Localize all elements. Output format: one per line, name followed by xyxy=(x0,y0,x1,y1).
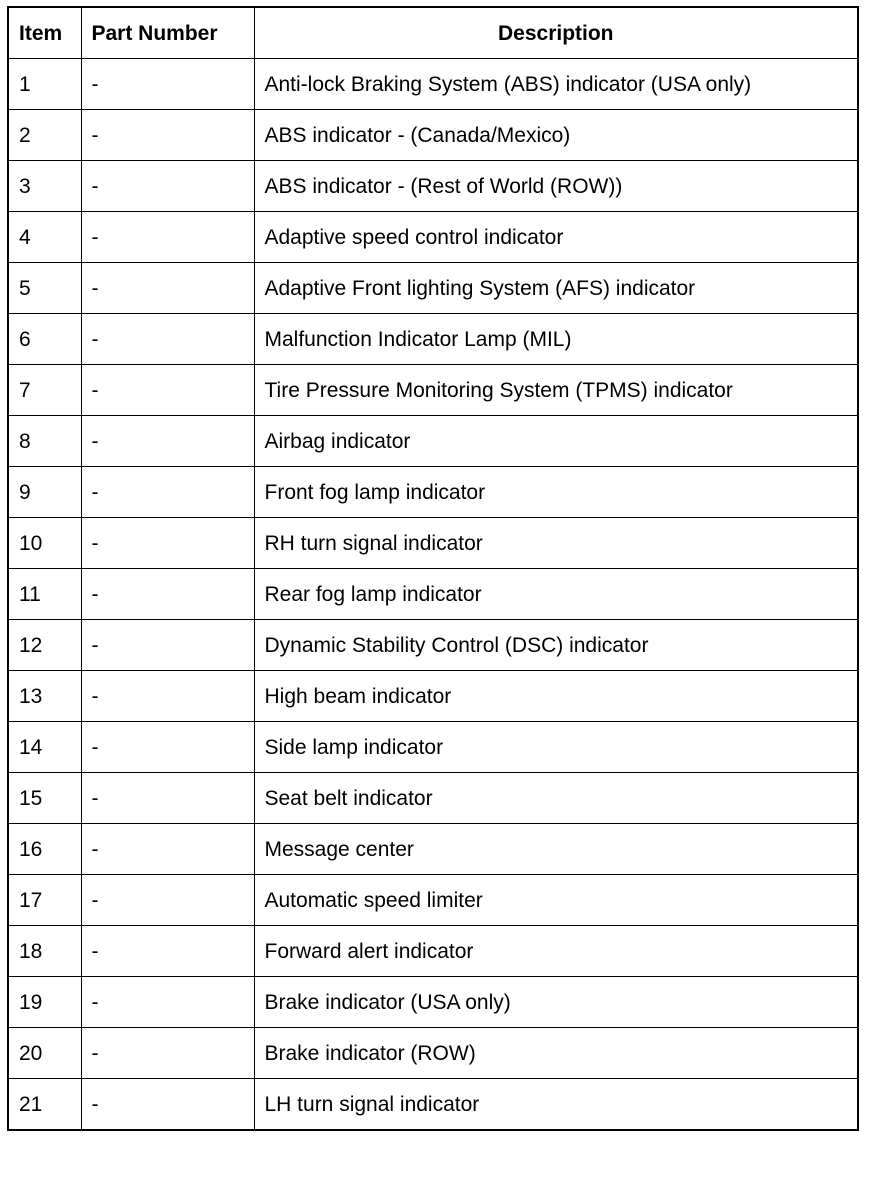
table-header xyxy=(8,7,858,59)
description-cell: Dynamic Stability Control (DSC) indicator xyxy=(254,620,858,671)
table-row xyxy=(8,620,858,671)
table-row xyxy=(8,824,858,875)
part-number-cell: - xyxy=(81,569,254,620)
description-cell: Anti-lock Braking System (ABS) indicator (USA only) xyxy=(254,59,858,110)
item-cell: 5 xyxy=(8,263,81,314)
item-cell: 8 xyxy=(8,416,81,467)
table-row xyxy=(8,1079,858,1131)
description-cell: Rear fog lamp indicator xyxy=(254,569,858,620)
item-cell: 7 xyxy=(8,365,81,416)
description-cell: ABS indicator - (Rest of World (ROW)) xyxy=(254,161,858,212)
description-cell: High beam indicator xyxy=(254,671,858,722)
description-cell: RH turn signal indicator xyxy=(254,518,858,569)
part-number-cell: - xyxy=(81,59,254,110)
part-number-cell: - xyxy=(81,467,254,518)
parts-table xyxy=(7,6,859,1131)
table-row xyxy=(8,365,858,416)
item-cell: 17 xyxy=(8,875,81,926)
description-cell: Tire Pressure Monitoring System (TPMS) indicator xyxy=(254,365,858,416)
part-number-cell: - xyxy=(81,671,254,722)
item-cell: 18 xyxy=(8,926,81,977)
part-number-cell: - xyxy=(81,926,254,977)
part-number-cell: - xyxy=(81,773,254,824)
description-cell: Brake indicator (ROW) xyxy=(254,1028,858,1079)
table-row xyxy=(8,773,858,824)
table-row xyxy=(8,416,858,467)
part-number-cell: - xyxy=(81,518,254,569)
part-number-cell: - xyxy=(81,875,254,926)
part-number-cell: - xyxy=(81,365,254,416)
description-cell: Forward alert indicator xyxy=(254,926,858,977)
table-row xyxy=(8,875,858,926)
part-number-cell: - xyxy=(81,824,254,875)
item-cell: 15 xyxy=(8,773,81,824)
header-item: Item xyxy=(8,7,81,59)
part-number-cell: - xyxy=(81,263,254,314)
table-row xyxy=(8,977,858,1028)
item-cell: 3 xyxy=(8,161,81,212)
description-cell: Adaptive Front lighting System (AFS) indicator xyxy=(254,263,858,314)
table-row xyxy=(8,314,858,365)
part-number-cell: - xyxy=(81,314,254,365)
item-cell: 16 xyxy=(8,824,81,875)
description-cell: Front fog lamp indicator xyxy=(254,467,858,518)
part-number-cell: - xyxy=(81,977,254,1028)
header-row xyxy=(8,7,858,59)
table-row xyxy=(8,59,858,110)
table-row xyxy=(8,722,858,773)
part-number-cell: - xyxy=(81,1079,254,1131)
description-cell: Malfunction Indicator Lamp (MIL) xyxy=(254,314,858,365)
item-cell: 2 xyxy=(8,110,81,161)
item-cell: 9 xyxy=(8,467,81,518)
item-cell: 11 xyxy=(8,569,81,620)
table-body xyxy=(8,59,858,1131)
table-row xyxy=(8,212,858,263)
part-number-cell: - xyxy=(81,620,254,671)
item-cell: 1 xyxy=(8,59,81,110)
table-row xyxy=(8,926,858,977)
item-cell: 10 xyxy=(8,518,81,569)
table-row xyxy=(8,518,858,569)
part-number-cell: - xyxy=(81,722,254,773)
part-number-cell: - xyxy=(81,161,254,212)
part-number-cell: - xyxy=(81,416,254,467)
table-row xyxy=(8,1028,858,1079)
description-cell: Automatic speed limiter xyxy=(254,875,858,926)
table-row xyxy=(8,110,858,161)
item-cell: 20 xyxy=(8,1028,81,1079)
item-cell: 6 xyxy=(8,314,81,365)
description-cell: Brake indicator (USA only) xyxy=(254,977,858,1028)
table-row xyxy=(8,263,858,314)
item-cell: 21 xyxy=(8,1079,81,1131)
table-row xyxy=(8,569,858,620)
table-row xyxy=(8,671,858,722)
part-number-cell: - xyxy=(81,212,254,263)
header-description: Description xyxy=(254,7,858,59)
item-cell: 4 xyxy=(8,212,81,263)
header-part-number: Part Number xyxy=(81,7,254,59)
description-cell: Airbag indicator xyxy=(254,416,858,467)
item-cell: 14 xyxy=(8,722,81,773)
description-cell: LH turn signal indicator xyxy=(254,1079,858,1131)
item-cell: 19 xyxy=(8,977,81,1028)
table-row xyxy=(8,161,858,212)
part-number-cell: - xyxy=(81,1028,254,1079)
item-cell: 13 xyxy=(8,671,81,722)
description-cell: Side lamp indicator xyxy=(254,722,858,773)
description-cell: ABS indicator - (Canada/Mexico) xyxy=(254,110,858,161)
table-row xyxy=(8,467,858,518)
item-cell: 12 xyxy=(8,620,81,671)
description-cell: Adaptive speed control indicator xyxy=(254,212,858,263)
part-number-cell: - xyxy=(81,110,254,161)
description-cell: Seat belt indicator xyxy=(254,773,858,824)
description-cell: Message center xyxy=(254,824,858,875)
